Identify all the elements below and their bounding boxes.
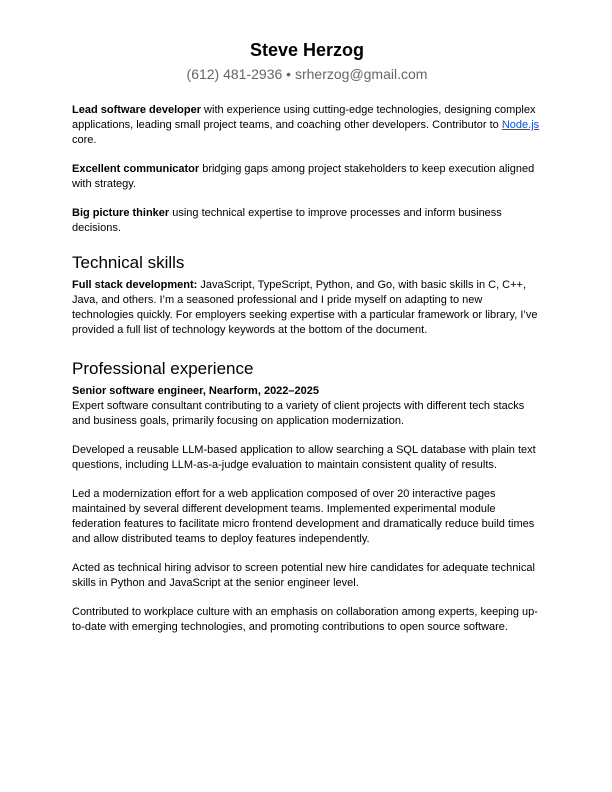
skills-bold: Full stack development: — [72, 279, 198, 291]
job-paragraph: Expert software consultant contributing to a variety of client projects with different tech stacks and business goals, primarily focusing on application modernization. — [72, 400, 525, 427]
section-heading-skills: Technical skills — [72, 253, 185, 272]
job-paragraph: Developed a reusable LLM-based application to allow searching a SQL database with plain text questions, including LLM-as-a-judge evaluation to maintain consistent quality of results. — [72, 444, 536, 471]
summary-bold: Big picture thinker — [72, 207, 170, 219]
summary-text: bridging gaps among project stakeholders to keep execution aligned with strategy. — [72, 163, 535, 190]
separator: • — [282, 66, 295, 82]
job-paragraph: Contributed to workplace culture with an emphasis on collaboration among experts, keeping up-to-date with emerging technologies, and promoting contributions to open source software. — [72, 606, 538, 633]
job-title: Senior software engineer, Nearform, 2022–2025 — [72, 385, 320, 397]
summary-text: using technical expertise to improve processes and inform business decisions. — [72, 207, 502, 234]
summary-paragraph — [72, 206, 542, 236]
skills-text: JavaScript, TypeScript, Python, and Go, with basic skills in C, C++, Java, and others. I’m a seasoned professional and I pride myself on adapting to new technologies quickly. For employers seeking expertise with a particular framework or library, I’ve provided a full list of technology keywords at the bottom of the document. — [72, 279, 538, 336]
summary-bold: Lead software developer — [72, 104, 201, 116]
contact-line — [72, 65, 542, 83]
email: srherzog@gmail.com — [294, 66, 428, 82]
section-heading-experience: Professional experience — [72, 359, 254, 378]
phone: (612) 481-2936 — [186, 66, 283, 82]
resume-page — [72, 38, 542, 635]
nodejs-link[interactable]: Node.js — [501, 119, 540, 131]
summary-text: core. — [72, 134, 97, 146]
summary-bold: Excellent communicator — [72, 163, 200, 175]
summary-paragraph — [72, 103, 542, 148]
skills-paragraph — [72, 278, 542, 338]
candidate-name: Steve Herzog — [249, 40, 365, 60]
job-paragraph: Acted as technical hiring advisor to screen potential new hire candidates for adequate technical skills in Python and JavaScript at the senior engineer level. — [72, 562, 535, 589]
summary-paragraph — [72, 162, 542, 192]
job-paragraph: Led a modernization effort for a web application composed of over 20 interactive pages maintained by several different development teams. Implemented experimental module federation features to facilitate micro frontend development and dramatically reduce build times and allow distributed teams to deploy features independently. — [72, 488, 535, 545]
summary-text: with experience using cutting-edge technologies, designing complex applications, leading small project teams, and coaching other developers. Contributor to — [72, 104, 536, 131]
